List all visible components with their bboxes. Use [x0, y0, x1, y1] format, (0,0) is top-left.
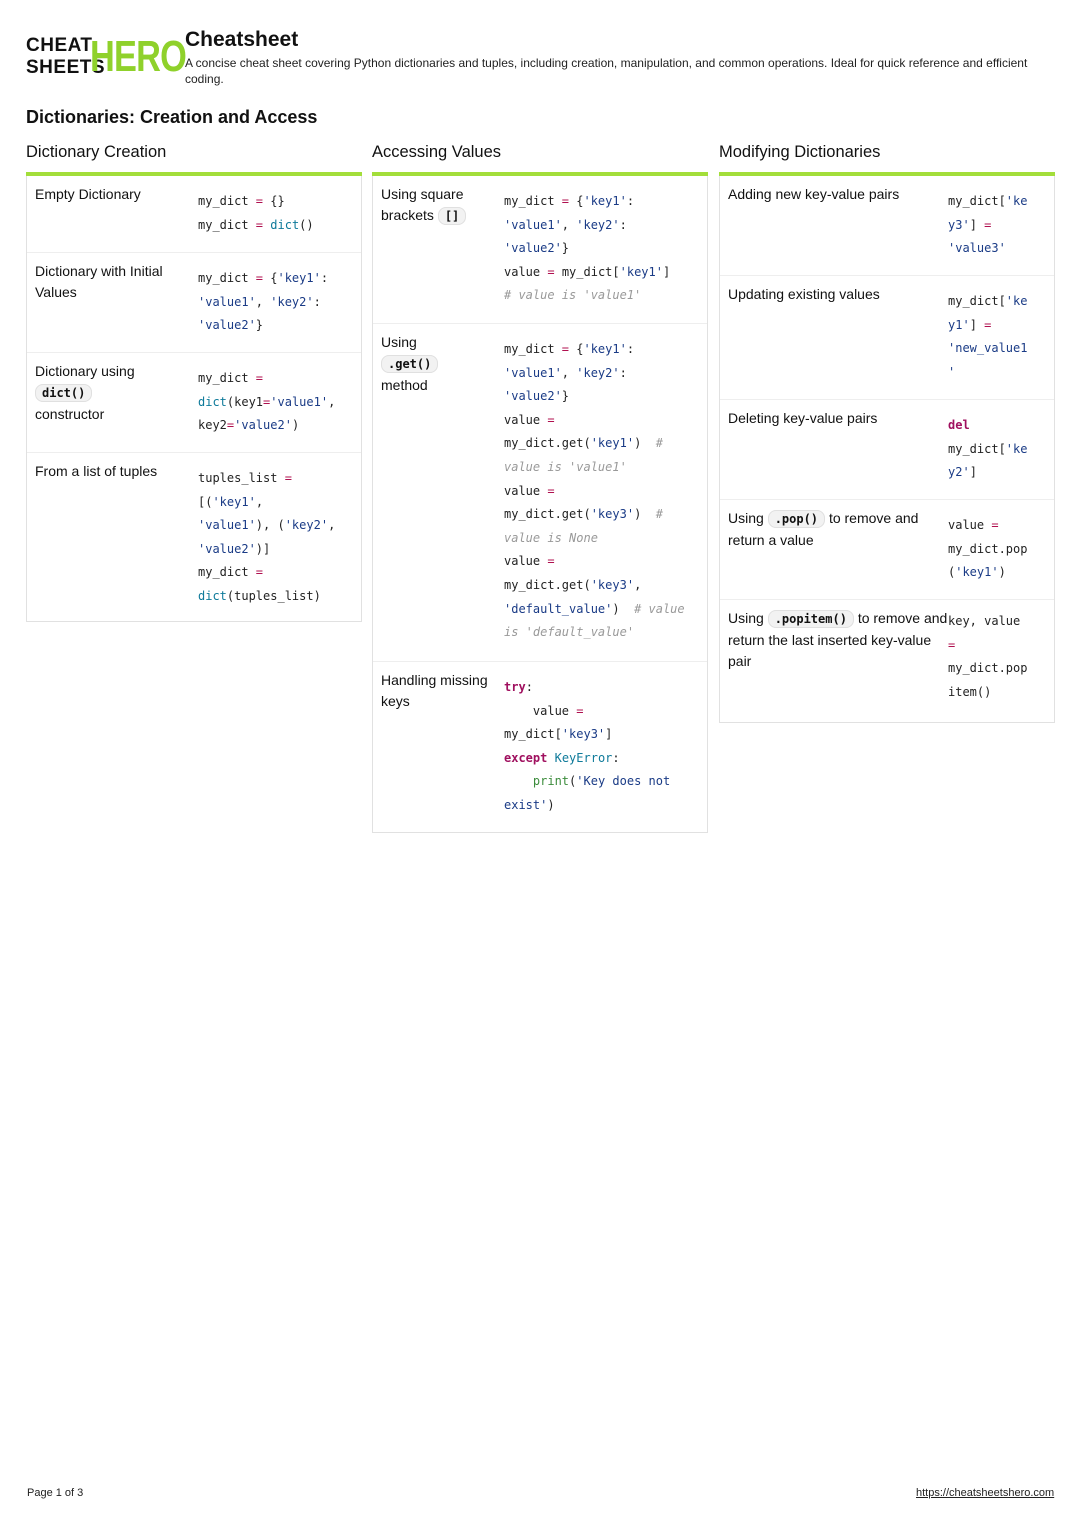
row-adding-pairs — [720, 176, 1054, 276]
column-accessing-values — [372, 140, 708, 833]
code-block: my_dict = dict(key1='value1', key2='value2') — [198, 371, 336, 433]
row-updating-values — [720, 276, 1054, 400]
row-deleting-pairs — [720, 400, 1054, 500]
column-card — [719, 176, 1055, 723]
row-popitem — [720, 600, 1054, 722]
row-label — [381, 184, 504, 313]
code-block: my_dict = {'key1': 'value1', 'key2': 'value2'} — [198, 271, 329, 333]
row-dict-constructor — [27, 353, 361, 453]
row-empty-dictionary — [27, 176, 361, 253]
column-card — [26, 176, 362, 622]
column-card — [372, 176, 708, 833]
row-pop — [720, 500, 1054, 600]
page-header — [26, 28, 1056, 90]
label-text-post: method — [381, 377, 428, 393]
row-label: Updating existing values — [728, 286, 880, 302]
label-code: .get() — [381, 355, 438, 373]
page-number: Page 1 of 3 — [27, 1487, 84, 1499]
label-text: Dictionary using — [35, 363, 135, 379]
label-code: .pop() — [768, 510, 825, 528]
logo-hero-text: HERO — [90, 32, 187, 81]
code-block: my_dict = {'key1': 'value1', 'key2': 'value2'} value = my_dict.get('key1') # value is 'value1' value = my_dict.get('key3') # value is None value = my_dict.get('key3', 'default_value') # value is 'default_value' — [504, 342, 685, 640]
row-square-brackets — [373, 176, 707, 324]
label-text: Using — [728, 510, 764, 526]
code-block: my_dict = {} my_dict = dict() — [198, 194, 314, 232]
row-label: From a list of tuples — [35, 463, 158, 479]
code-block: my_dict['ke y3'] = 'value3' — [948, 194, 1028, 256]
label-text-post: to remove and return a value — [728, 510, 919, 548]
logo-cheat-text: CHEAT — [26, 35, 93, 56]
label-code: .popitem() — [768, 610, 854, 628]
site-link[interactable]: https://cheatsheetshero.com — [916, 1487, 1055, 1499]
column-title: Modifying Dictionaries — [719, 143, 881, 161]
row-label — [35, 361, 198, 442]
label-code: [] — [438, 207, 466, 225]
label-text: Using — [728, 610, 764, 626]
row-label — [728, 508, 948, 589]
logo-sheets-text: SHEETS — [26, 57, 106, 78]
label-text: Using square brackets — [381, 186, 464, 223]
label-text: Using — [381, 334, 417, 350]
label-text-post: to remove and return the last inserted key-value pair — [728, 610, 948, 669]
row-label: Deleting key-value pairs — [728, 410, 878, 426]
page-title: Cheatsheet — [185, 28, 299, 51]
code-block: value = my_dict.pop ('key1') — [948, 518, 1028, 580]
label-code: dict() — [35, 384, 92, 402]
code-block: my_dict = {'key1': 'value1', 'key2': 'value2'} value = my_dict['key1'] # value is 'value1' — [504, 194, 671, 303]
code-block: my_dict['ke y1'] = 'new_value1 ' — [948, 294, 1028, 379]
cheatsheets-hero-logo[interactable] — [26, 32, 187, 81]
label-text-post: constructor — [35, 406, 105, 422]
row-label: Dictionary with Initial Values — [35, 263, 163, 300]
page-subtitle: A concise cheat sheet covering Python dictionaries and tuples, including creation, manipulation, and common operations. Ideal for quick reference and efficient coding. — [185, 56, 1028, 86]
row-get-method — [373, 324, 707, 662]
code-block: key, value = my_dict.pop item() — [948, 614, 1028, 699]
row-label: Handling missing keys — [381, 672, 488, 709]
row-dictionary-initial-values — [27, 253, 361, 353]
row-label: Empty Dictionary — [35, 186, 141, 202]
code-block: try: value = my_dict['key3'] except KeyError: print('Key does not exist') — [504, 680, 671, 812]
row-missing-keys — [373, 662, 707, 832]
code-block: tuples_list = [('key1', 'value1'), ('key2', 'value2')] my_dict = dict(tuples_list) — [198, 471, 336, 603]
column-modifying-dictionaries — [719, 140, 1055, 723]
code-block: del my_dict['ke y2'] — [948, 418, 1028, 480]
row-label: Adding new key-value pairs — [728, 186, 900, 202]
row-label — [728, 608, 948, 712]
column-title: Accessing Values — [372, 143, 502, 161]
row-label — [381, 332, 504, 651]
column-title: Dictionary Creation — [26, 143, 167, 161]
section-title: Dictionaries: Creation and Access — [26, 107, 318, 127]
column-dictionary-creation — [26, 140, 362, 622]
row-list-of-tuples — [27, 453, 361, 621]
